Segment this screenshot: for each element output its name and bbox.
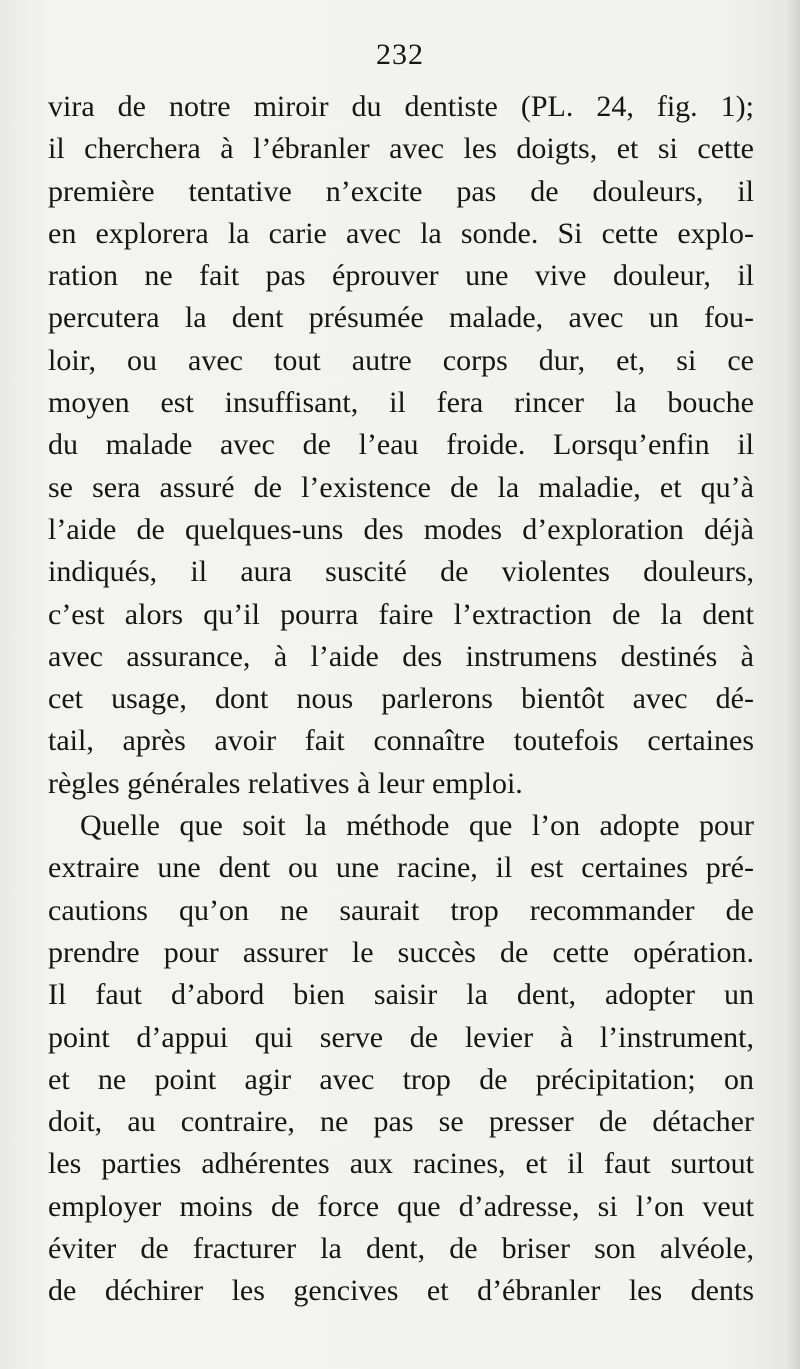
text-line: et ne point agir avec trop de précipitation; on	[48, 1062, 754, 1096]
text-line: règles générales relatives à leur emploi.	[48, 766, 523, 800]
text-line: point d’appui qui serve de levier à l’instrument,	[48, 1020, 754, 1054]
text-line: indiqués, il aura suscité de violentes douleurs,	[48, 555, 754, 589]
text-line: c’est alors qu’il pourra faire l’extraction de la dent	[48, 597, 754, 631]
text-line: Quelle que soit la méthode que l’on adopte pour	[80, 809, 754, 843]
text-line: il cherchera à l’ébranler avec les doigts, et si cette	[48, 132, 754, 166]
text-line: l’aide de quelques-uns des modes d’exploration déjà	[48, 512, 754, 546]
text-line: percutera la dent présumée malade, avec un fou-	[48, 301, 754, 335]
page-edge-shadow	[786, 0, 800, 1369]
text-line: Il faut d’abord bien saisir la dent, adopter un	[48, 978, 754, 1012]
text-line: employer moins de force que d’adresse, si l’on veut	[48, 1189, 754, 1223]
text-line: vira de notre miroir du dentiste (PL. 24, fig. 1);	[48, 90, 754, 123]
paragraph-2	[48, 805, 754, 1313]
text-line: les parties adhérentes aux racines, et il faut surtout	[48, 1147, 754, 1181]
text-line: éviter de fracturer la dent, de briser son alvéole,	[48, 1232, 754, 1266]
text-line: tail, après avoir fait connaître toutefois certaines	[48, 724, 754, 758]
text-line: première tentative n’excite pas de douleurs, il	[48, 174, 754, 208]
text-line: moyen est insuffisant, il fera rincer la bouche	[48, 386, 754, 420]
text-line: se sera assuré de l’existence de la maladie, et qu’à	[48, 470, 754, 504]
text-line: prendre pour assurer le succès de cette opération.	[48, 935, 754, 969]
text-line: doit, au contraire, ne pas se presser de détacher	[48, 1105, 754, 1139]
page-number: 232	[376, 38, 424, 71]
text-line: de déchirer les gencives et d’ébranler les dents	[48, 1274, 754, 1308]
text-line: ration ne fait pas éprouver une vive douleur, il	[48, 259, 754, 293]
body-text	[48, 86, 754, 1313]
paragraph-1	[48, 86, 754, 805]
text-line: cautions qu’on ne saurait trop recommander de	[48, 893, 754, 927]
text-line: cet usage, dont nous parlerons bientôt avec dé-	[48, 682, 754, 716]
text-line: avec assurance, à l’aide des instrumens destinés à	[48, 639, 754, 673]
text-line: extraire une dent ou une racine, il est certaines pré-	[48, 851, 754, 885]
text-line: en explorera la carie avec la sonde. Si cette explo-	[48, 216, 754, 250]
text-line: du malade avec de l’eau froide. Lorsqu’enfin il	[48, 428, 754, 462]
text-line: loir, ou avec tout autre corps dur, et, si ce	[48, 343, 754, 377]
